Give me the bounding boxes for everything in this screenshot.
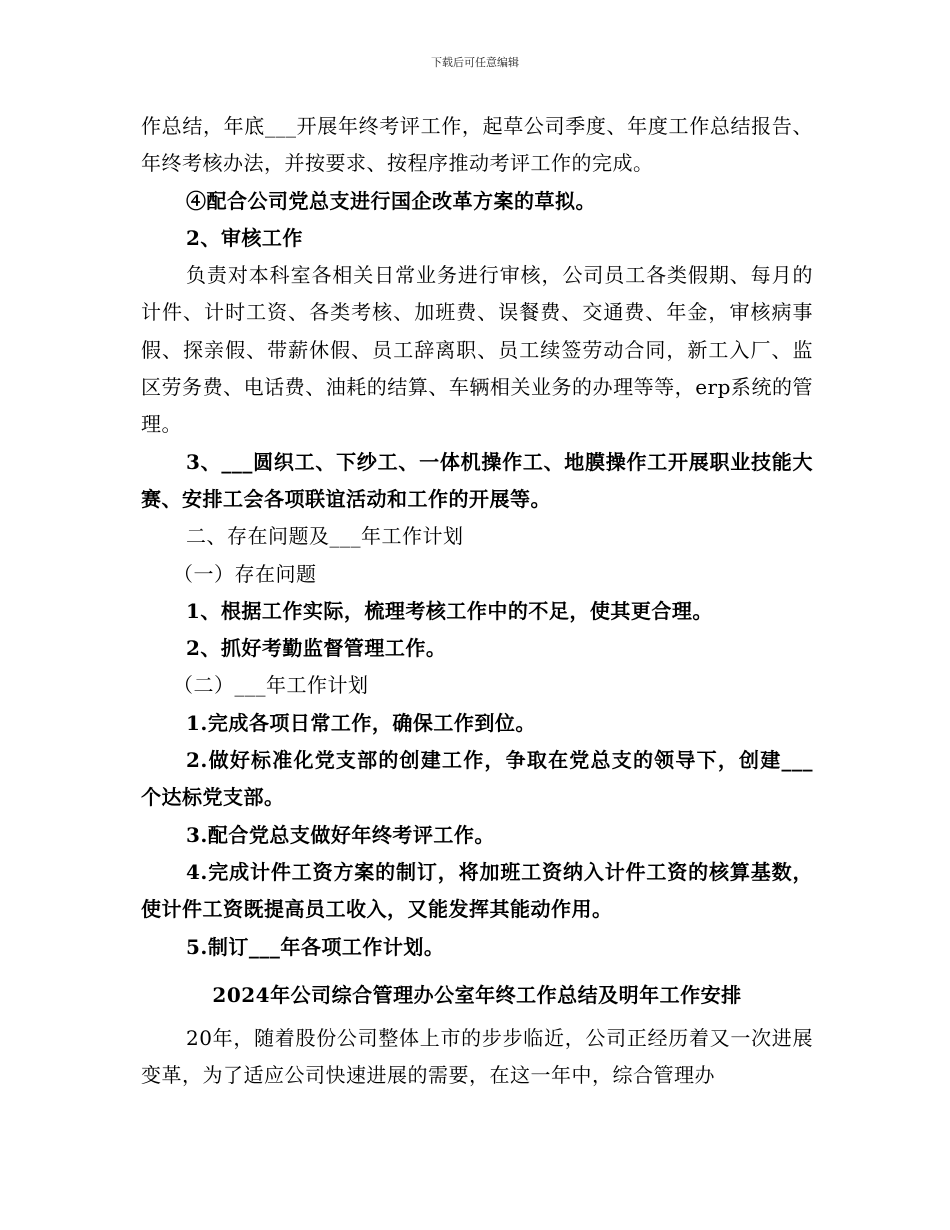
document-title: 2024年公司综合管理办公室年终工作总结及明年工作安排 — [212, 982, 742, 1007]
paragraph: 20年，随着股份公司整体上市的步步临近，公司正经历着又一次进展变革，为了适应公司快速进展的需要，在这一年中，综合管理办 — [141, 1025, 813, 1088]
list-item: 5.制订___年各项工作计划。 — [186, 934, 445, 959]
list-item: 2.做好标准化党支部的创建工作，争取在党总支的领导下，创建___个达标党支部。 — [141, 748, 813, 810]
paragraph: ④配合公司党总支进行国企改革方案的草拟。 — [186, 188, 596, 213]
list-item: 4.完成计件工资方案的制订，将加班工资纳入计件工资的核算基数，使计件工资既提高员工收入，又能发挥其能动作用。 — [141, 859, 813, 922]
section-heading: 二、存在问题及___年工作计划 — [186, 524, 464, 549]
subsection-heading: （二）___年工作计划 — [173, 673, 369, 698]
page-header: 下载后可任意编辑 — [431, 56, 519, 69]
subsection-heading: （一）存在问题 — [173, 561, 317, 586]
list-item: 1、根据工作实际，梳理考核工作中的不足，使其更合理。 — [186, 598, 713, 623]
section-heading: 2、审核工作 — [186, 225, 303, 250]
document-body — [141, 108, 813, 1094]
list-item: 1.完成各项日常工作，确保工作到位。 — [186, 710, 536, 735]
paragraph: 3、___圆织工、下纱工、一体机操作工、地膜操作工开展职业技能大赛、安排工会各项联谊活动和工作的开展等。 — [141, 449, 813, 511]
paragraph: 负责对本科室各相关日常业务进行审核，公司员工各类假期、每月的计件、计时工资、各类考核、加班费、误餐费、交通费、年金，审核病事假、探亲假、带薪休假、员工辞离职、员工续签劳动合同，新工入厂、监区劳务费、电话费、油耗的结算、车辆相关业务的办理等等，erp系统的管理。 — [141, 263, 813, 437]
list-item: 2、抓好考勤监督管理工作。 — [186, 636, 447, 661]
paragraph: 作总结，年底___开展年终考评工作，起草公司季度、年度工作总结报告、年终考核办法，并按要求、按程序推动考评工作的完成。 — [141, 114, 813, 176]
list-item: 3.配合党总支做好年终考评工作。 — [186, 822, 495, 847]
